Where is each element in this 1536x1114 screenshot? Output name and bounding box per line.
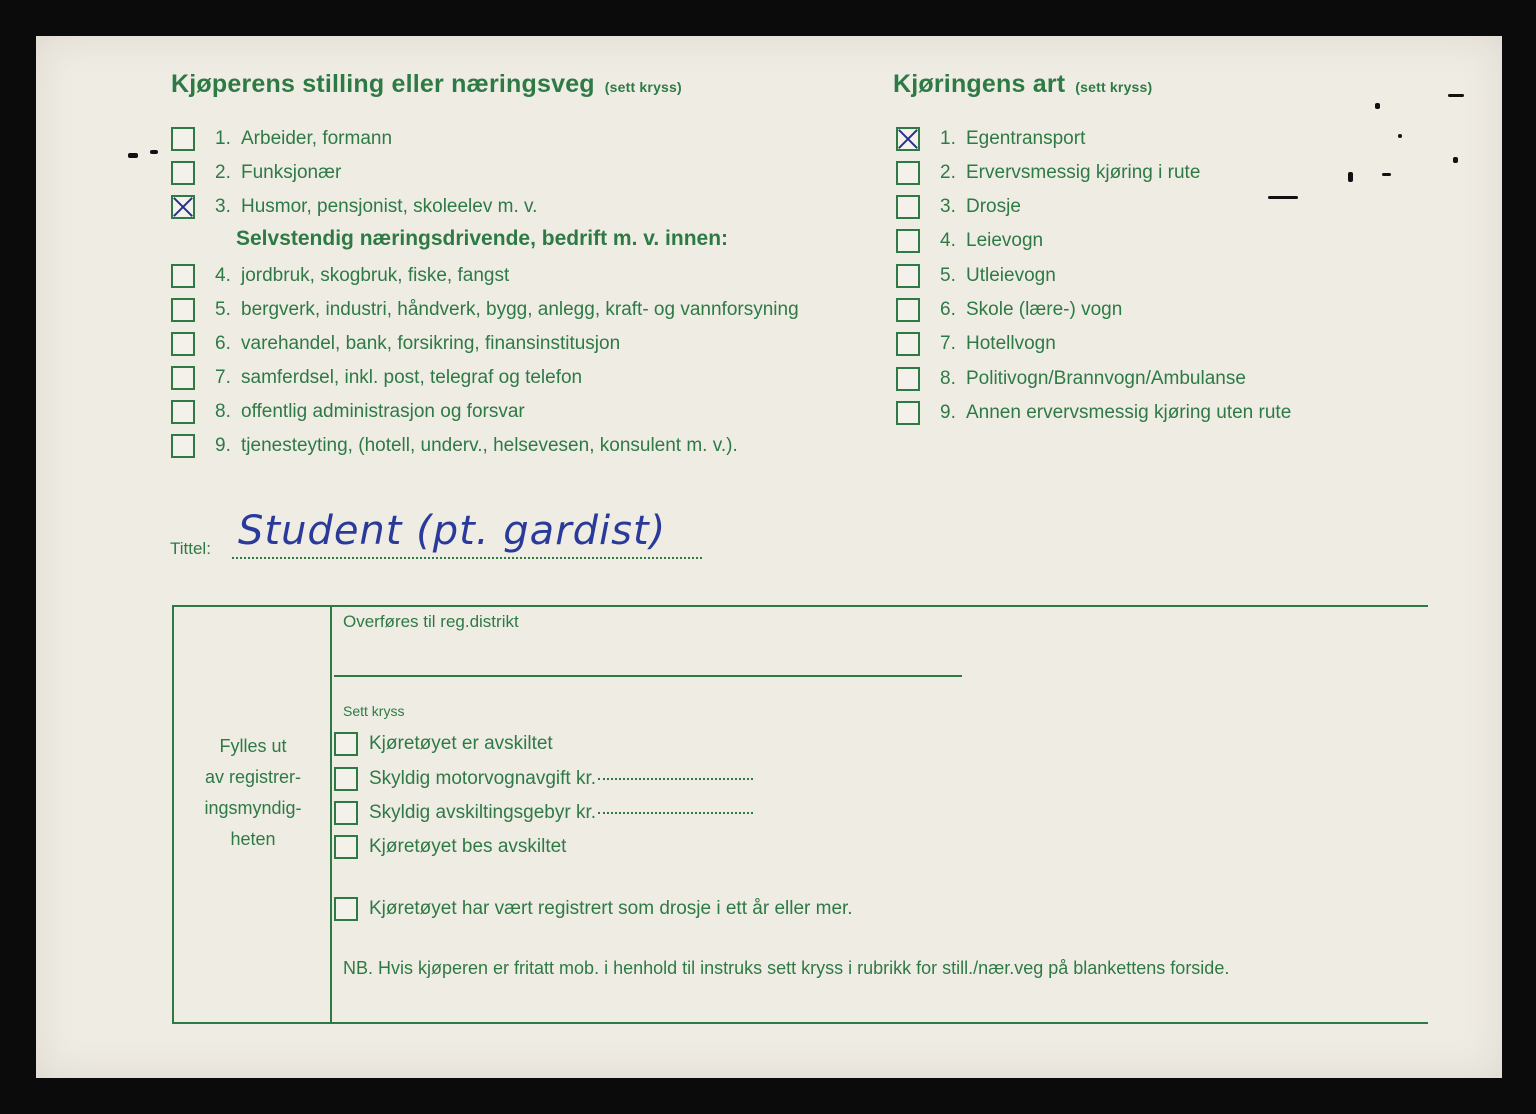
checkbox-right-5[interactable] (896, 264, 920, 288)
checkbox-right-3[interactable] (896, 195, 920, 219)
checkbox-left-4[interactable] (171, 264, 195, 288)
checkbox-drosje[interactable] (334, 897, 358, 921)
item-label: Egentransport (966, 128, 1086, 149)
item-label: Kjøretøyet har vært registrert som drosje i ett år eller mer. (369, 898, 853, 919)
item-number: 3. (940, 196, 956, 217)
item-label: Drosje (966, 196, 1021, 217)
side-label-line: ingsmyndig- (204, 798, 302, 818)
item-label: Funksjonær (241, 162, 342, 183)
item-label: offentlig administrasjon og forsvar (241, 401, 525, 422)
checkbox-right-7[interactable] (896, 332, 920, 356)
checkbox-left-5[interactable] (171, 298, 195, 322)
left-item-5 (171, 295, 799, 325)
ink-speck (1348, 172, 1353, 182)
left-heading-note: (sett kryss) (604, 79, 682, 95)
left-heading-title: Kjøperens stilling eller næringsveg (171, 70, 595, 98)
right-item-5 (896, 261, 1056, 291)
checkbox-avskiltet[interactable] (334, 732, 358, 756)
checkbox-left-8[interactable] (171, 400, 195, 424)
item-number: 4. (215, 265, 231, 286)
item-number: 1. (940, 128, 956, 149)
checkbox-right-1[interactable] (896, 127, 920, 151)
tittel-label: Tittel: (170, 539, 211, 558)
box-divider-rule (330, 605, 332, 1024)
left-heading (171, 70, 682, 99)
left-subheading: Selvstendig næringsdrivende, bedrift m. v. innen: (236, 227, 729, 250)
reg-distrikt-line (334, 675, 962, 677)
ink-speck (128, 153, 138, 158)
authority-item-motorvognavgift (334, 764, 753, 794)
item-label: Politivogn/Brannvogn/Ambulanse (966, 368, 1246, 389)
item-label: varehandel, bank, forsikring, finansinstitusjon (241, 333, 621, 354)
box-left-rule (172, 605, 174, 1024)
box-top-rule (172, 605, 1428, 607)
left-item-1 (171, 124, 392, 154)
sett-kryss-label: Sett kryss (343, 703, 405, 719)
item-number: 3. (215, 196, 231, 217)
right-item-2 (896, 158, 1200, 188)
item-label: Skole (lære-) vogn (966, 299, 1123, 320)
authority-item-bes-avskiltet (334, 832, 566, 862)
item-label: Husmor, pensjonist, skoleelev m. v. (241, 196, 538, 217)
checkbox-left-6[interactable] (171, 332, 195, 356)
right-heading-title: Kjøringens art (893, 70, 1066, 98)
checkbox-right-4[interactable] (896, 229, 920, 253)
ink-speck (1448, 94, 1464, 97)
checkbox-left-7[interactable] (171, 366, 195, 390)
right-item-8 (896, 364, 1246, 394)
item-number: 6. (940, 299, 956, 320)
ink-speck (1382, 173, 1391, 176)
right-item-9 (896, 398, 1291, 428)
item-label: Annen ervervsmessig kjøring uten rute (966, 402, 1292, 423)
item-label: Skyldig motorvognavgift kr. (369, 768, 597, 789)
ink-speck (150, 150, 158, 154)
item-label: Utleievogn (966, 265, 1056, 286)
tittel-field-line[interactable] (232, 557, 702, 559)
checkbox-left-3[interactable] (171, 195, 195, 219)
right-heading-note: (sett kryss) (1075, 79, 1153, 95)
item-label: tjenesteyting, (hotell, underv., helsevesen, konsulent m. v.). (241, 435, 738, 456)
item-number: 8. (940, 368, 956, 389)
left-item-6 (171, 329, 620, 359)
checkbox-right-8[interactable] (896, 367, 920, 391)
checkbox-avskiltingsgebyr[interactable] (334, 801, 358, 825)
checkbox-bes-avskiltet[interactable] (334, 835, 358, 859)
left-item-9 (171, 431, 738, 461)
checkbox-left-9[interactable] (171, 434, 195, 458)
side-label-line: heten (230, 829, 276, 849)
ink-speck (1398, 134, 1402, 138)
item-label: samferdsel, inkl. post, telegraf og telefon (241, 367, 583, 388)
amount-field-line[interactable] (598, 812, 753, 814)
item-label: Arbeider, formann (241, 128, 393, 149)
authority-side-label (176, 731, 330, 855)
side-label-line: av registrer- (204, 767, 302, 787)
nb-note: NB. Hvis kjøperen er fritatt mob. i henhold til instruks sett kryss i rubrikk for still./nær.veg på blankettens forside. (343, 958, 1230, 978)
left-item-2 (171, 158, 341, 188)
item-number: 9. (215, 435, 231, 456)
authority-item-avskiltet (334, 729, 553, 759)
amount-field-line[interactable] (598, 778, 753, 780)
item-label: Leievogn (966, 230, 1044, 251)
item-number: 7. (215, 367, 231, 388)
item-label: Ervervsmessig kjøring i rute (966, 162, 1201, 183)
ink-speck (1453, 157, 1458, 163)
item-number: 2. (215, 162, 231, 183)
item-number: 1. (215, 128, 231, 149)
item-label: Hotellvogn (966, 333, 1056, 354)
item-label: bergverk, industri, håndverk, bygg, anlegg, kraft- og vannforsyning (241, 299, 799, 320)
authority-item-drosje (334, 894, 853, 924)
checkbox-left-1[interactable] (171, 127, 195, 151)
tittel-handwritten-value: Student (pt. gardist) (238, 508, 667, 554)
right-heading (893, 70, 1152, 99)
item-number: 7. (940, 333, 956, 354)
item-label: Kjøretøyet bes avskiltet (369, 836, 567, 857)
item-number: 2. (940, 162, 956, 183)
ink-speck (1268, 196, 1298, 199)
right-item-1 (896, 124, 1085, 154)
item-label: Skyldig avskiltingsgebyr kr. (369, 802, 597, 823)
right-item-3 (896, 192, 1021, 222)
right-item-4 (896, 226, 1043, 256)
overfores-label: Overføres til reg.distrikt (343, 612, 519, 631)
right-item-7 (896, 329, 1056, 359)
item-number: 8. (215, 401, 231, 422)
item-label: Kjøretøyet er avskiltet (369, 733, 553, 754)
checkbox-left-2[interactable] (171, 161, 195, 185)
item-number: 6. (215, 333, 231, 354)
checkbox-motorvognavgift[interactable] (334, 767, 358, 791)
left-item-4 (171, 261, 509, 291)
right-item-6 (896, 295, 1122, 325)
box-bottom-rule (172, 1022, 1428, 1024)
item-number: 5. (215, 299, 231, 320)
authority-item-avskiltingsgebyr (334, 798, 753, 828)
left-item-8 (171, 397, 525, 427)
item-number: 4. (940, 230, 956, 251)
checkbox-right-6[interactable] (896, 298, 920, 322)
item-number: 9. (940, 402, 956, 423)
item-label: jordbruk, skogbruk, fiske, fangst (241, 265, 510, 286)
checkbox-right-2[interactable] (896, 161, 920, 185)
left-item-7 (171, 363, 582, 393)
side-label-line: Fylles ut (219, 736, 287, 756)
left-item-3 (171, 192, 537, 222)
checkbox-right-9[interactable] (896, 401, 920, 425)
ink-speck (1375, 103, 1380, 109)
item-number: 5. (940, 265, 956, 286)
